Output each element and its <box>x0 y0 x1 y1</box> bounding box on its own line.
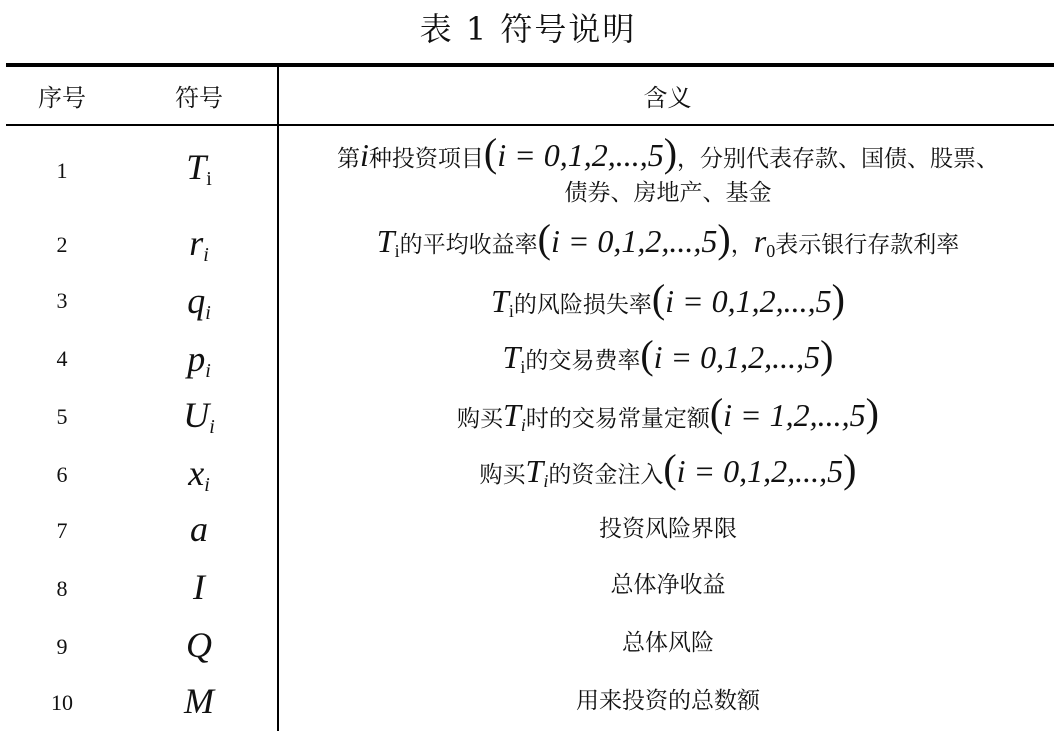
row-meaning: 购买$T_i$时的交易常量定额(i = 1,2,...,5) <box>457 390 879 435</box>
row-meaning: 投资风险界限 <box>599 516 737 542</box>
row-meaning: 第i种投资项目(i = 0,1,2,...,5)，分别代表存款、国债、股票、 债券、房地产、基金 <box>336 130 1000 206</box>
row-index: 10 <box>51 690 73 715</box>
row-index: 2 <box>56 232 68 257</box>
row-symbol: I <box>193 567 205 607</box>
row-meaning: 购买$T_i$的资金注入(i = 0,1,2,...,5) <box>479 446 857 491</box>
row-index: 7 <box>56 518 68 543</box>
table-title: 表 1 符号说明 <box>419 10 637 48</box>
row-symbol: $x_i$ <box>188 453 210 496</box>
row-index: 3 <box>56 288 68 313</box>
row-symbol: $T_i$ <box>186 147 212 190</box>
row-meaning: 总体净收益 <box>610 572 726 598</box>
row-symbol: Q <box>186 625 212 665</box>
row-symbol: M <box>184 681 214 721</box>
row-index: 5 <box>56 404 68 429</box>
header-symbol: 符号 <box>175 84 223 112</box>
row-symbol: $q_i$ <box>187 281 211 324</box>
row-meaning: $T_i$的平均收益率(i = 0,1,2,...,5)，$r_0$表示银行存款利率 <box>376 216 960 261</box>
row-index: 4 <box>56 346 68 371</box>
table-top-rule <box>6 63 1054 67</box>
row-meaning: $T_i$的风险损失率(i = 0,1,2,...,5) <box>491 276 845 321</box>
row-symbol: $p_i$ <box>187 339 211 382</box>
row-symbol: $U_i$ <box>183 395 215 438</box>
header-index: 序号 <box>38 84 86 112</box>
row-meaning: 总体风险 <box>622 630 714 656</box>
header-meaning: 含义 <box>643 84 692 112</box>
row-meaning: $T_i$的交易费率(i = 0,1,2,...,5) <box>502 332 834 377</box>
row-index: 1 <box>56 158 68 183</box>
row-meaning: 用来投资的总数额 <box>576 688 760 714</box>
row-index: 8 <box>56 576 68 601</box>
table-header-rule <box>6 124 1054 126</box>
column-divider <box>277 66 279 731</box>
row-index: 9 <box>56 634 68 659</box>
row-symbol: $r_i$ <box>189 223 209 266</box>
row-index: 6 <box>56 462 68 487</box>
row-symbol: a <box>190 509 208 549</box>
